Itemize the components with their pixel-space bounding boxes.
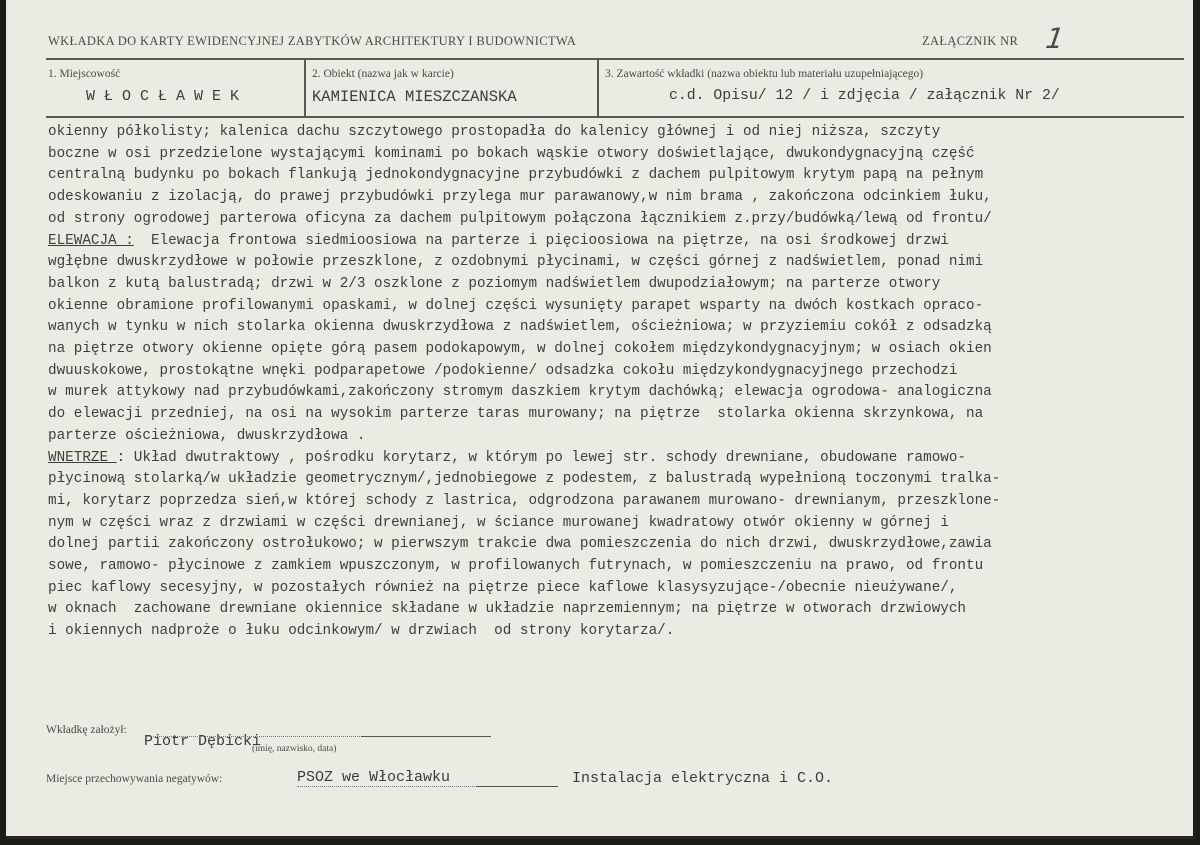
form-title: WKŁADKA DO KARTY EWIDENCYJNEJ ZABYTKÓW ARCHITEKTURY I BUDOWNICTWA (48, 34, 577, 48)
contents-value: c.d. Opisu/ 12 / i zdjęcia / załącznik Nr 2/ (669, 88, 1060, 104)
body-line: okienny półkolisty; kalenica dachu szczytowego prostopadła do kalenicy głównej i od niej niższa, szczyty (48, 124, 941, 140)
body-line: boczne w osi przedzielone wystającymi kominami po bokach wąskie otwory doświetlające, dwukondygnacyjną część (48, 145, 975, 162)
body-line: od strony ogrodowej parterowa oficyna za dachem pulpitowym połączona łącznikiem z.przy/budówką/lewą od frontu/ (48, 210, 992, 227)
body-line: i okiennych nadproże o łuku odcinkowym/ w drzwiach od strony korytarza/. (48, 623, 675, 640)
elewacja-section-first-line (48, 231, 1188, 253)
body-line: mi, korytarz poprzedza sień,w której schody z lastrica, odgrodzona parawanem murowano- drewnianym, przeszklone- (48, 492, 1001, 509)
field-divider-1 (304, 59, 306, 117)
body-line: piec kaflowy secesyjny, w pozostałych również na piętrze piece kaflowe klasysyzujące-/obecnie nieużywane/, (48, 579, 958, 596)
body-line: parterze ościeżniowa, dwuskrzydłowa . (48, 427, 366, 444)
body-line: centralną budynku po bokach flankują jednokondygnacyjne przybudówki z dachem pulpitowym krytym papą na pełnym (48, 167, 984, 184)
body-line: odeskowaniu z izolacją, do prawej przybudówki przylega mur parawanowy,w nim brama , zakończona odcinkiem łuku, (48, 189, 992, 206)
body-line: do elewacji przedniej, na osi na wysokim parterze taras murowany; na piętrze stolarka okienna skrzynkowa, na (48, 406, 984, 423)
object-label: 2. Obiekt (nazwa jak w karcie) (312, 68, 454, 80)
negatives-line-end (476, 786, 558, 787)
top-rule (46, 58, 1184, 60)
body-line: dwuuskokowe, prostokątne wnęki podparapetowe /podokienne/ odsadzka cokołu międzykondygnacyjnego przechodzi (48, 362, 958, 379)
body-line: sowe, ramowo- płycinowe z zamkiem wpuszczonym, w profilowanych futrynach, w pomieszczeniu na prawo, od frontu (48, 558, 984, 575)
negatives-value: PSOZ we Włocławku (297, 769, 451, 786)
card-bottom-edge (6, 836, 1196, 839)
body-line: na piętrze otwory okienne opięte górą pasem podokapowym, w dolnej cokołem międzykondygnacyjnym; w osiach okien (48, 341, 992, 358)
attachment-number: 1 (1043, 22, 1067, 55)
inventory-card-insert (6, 0, 1196, 838)
author-label: Wkładkę założył: (46, 724, 127, 736)
field-divider-2 (597, 59, 599, 117)
negatives-label: Miejsce przechowywania negatywów: (46, 773, 223, 785)
negatives-line (297, 786, 487, 787)
locality-label: 1. Miejscowość (48, 68, 121, 80)
body-line: nym w części wraz z drzwiami w części drewnianej, w ściance murowanej kwadratowy otwór okienny w górnej i (48, 514, 949, 531)
description-body (48, 122, 1188, 643)
fields-bottom-rule (46, 116, 1184, 118)
body-line: balkon z kutą balustradą; drzwi w 2/3 oszklone z poziomym nadświetlem dwupodziałowym; na parterze otwory (48, 275, 941, 292)
body-line: wgłębne dwuskrzydłowe w połowie przeszklone, z ozdobnymi płycinami, w części górnej z nadświetlem, ponad nimi (48, 254, 984, 271)
object-value: KAMIENICA MIESZCZANSKA (312, 88, 517, 106)
body-line: w oknach zachowane drewniane okiennice składane w układzie naprzemiennym; na piętrze w otworach drzwiowych (48, 601, 967, 618)
elewacja-heading: ELEWACJA : (48, 232, 134, 249)
attachment-label: ZAŁĄCZNIK NR (922, 34, 1019, 48)
body-line: w murek attykowy nad przybudówkami,zakończony stromym daszkiem krytym dachówką; elewacja ogrodowa- analogiczna (48, 384, 992, 401)
body-line: płycinową stolarką/w układzie geometrycznym/,jednobiegowe z podestem, z balustradą wypełnioną toczonymi tralka- (48, 471, 1001, 488)
body-line: dolnej partii zakończony ostrołukowo; w pierwszym trakcie dwa pomieszczenia do nich drzwi, dwuskrzydłowe,zawia (48, 536, 992, 553)
contents-label: 3. Zawartość wkładki (nazwa obiektu lub materiału uzupełniającego) (605, 68, 924, 80)
author-value: Piotr Dębicki (144, 733, 262, 750)
wnetrze-heading: WNETRZE (48, 449, 117, 466)
body-line: wanych w tynku w nich stolarka okienna dwuskrzydłowa z nadświetlem, ościeżniowa; w przyziemiu cokół z odsadzką (48, 319, 992, 336)
body-line-text: Elewacja frontowa siedmioosiowa na parterze i pięcioosiowa na piętrze, na osi środkowej drzwi (133, 232, 949, 249)
body-line-text: : Układ dwutraktowy , pośrodku korytarz, w którym po lewej str. schody drewniane, obudowane ramowo- (116, 449, 967, 466)
author-signature-line-end (361, 736, 491, 737)
author-hint: (imię, nazwisko, data) (252, 744, 337, 754)
installation-note: Instalacja elektryczna i C.O. (572, 770, 834, 787)
locality-value: WŁOCŁAWEK (86, 88, 249, 105)
wnetrze-section-first-line (48, 448, 1188, 470)
body-line: okienne obramione profilowanymi opaskami, w dolnej części wysunięty parapet wsparty na dwóch kostkach opraco- (48, 297, 984, 314)
